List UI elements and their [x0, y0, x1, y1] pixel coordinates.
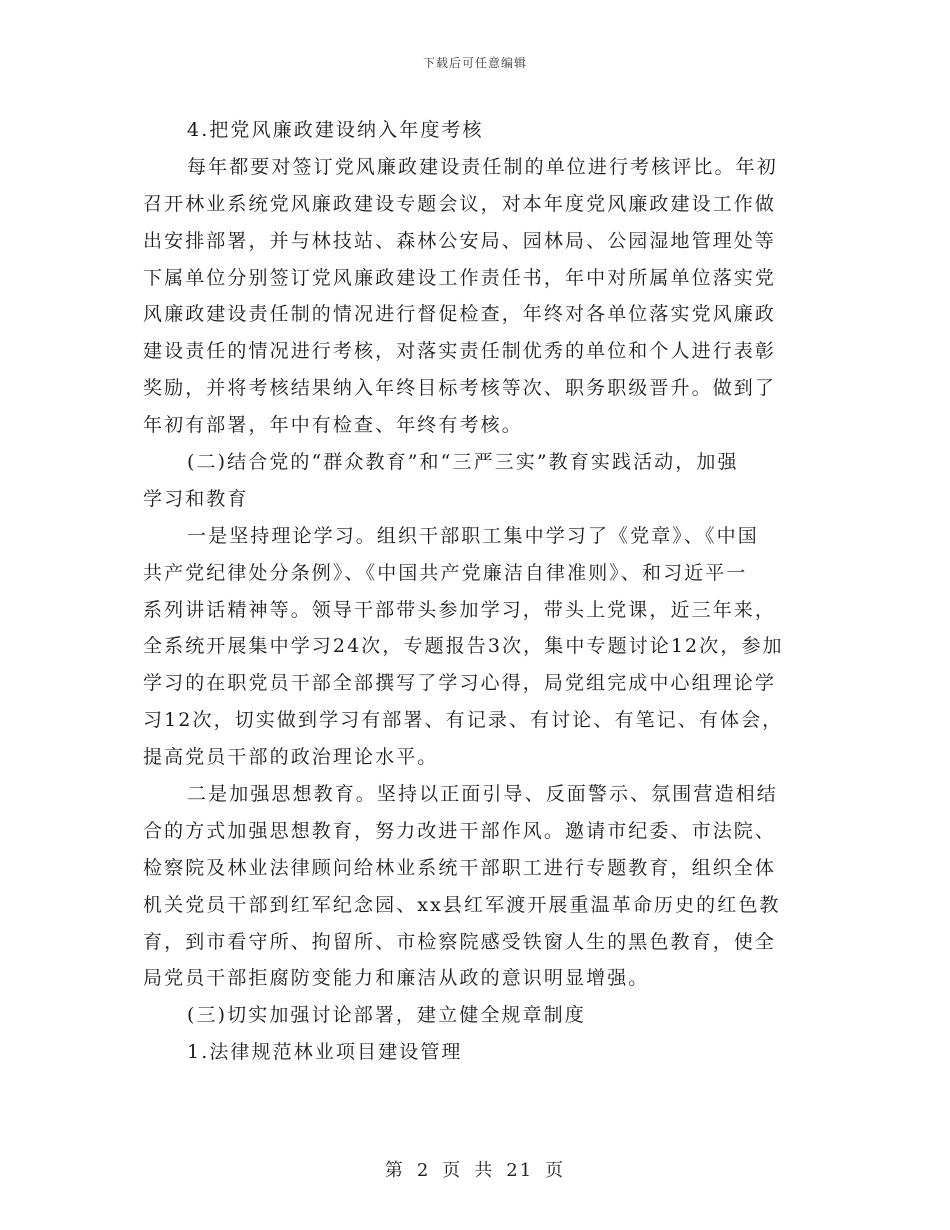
footer-total-unit: 页 [545, 1160, 566, 1181]
text-line: 奖励，并将考核结果纳入年终目标考核等次、职务职级晋升。做到了 [143, 377, 777, 400]
text-line: 风廉政建设责任制的情况进行督促检查，年终对各单位落实党风廉政 [143, 303, 777, 326]
footer-total-label: 共 [474, 1160, 495, 1181]
text-line: 学习的在职党员干部全部撰写了学习心得，局党组完成中心组理论学 [143, 672, 777, 695]
text-line: 机关党员干部到红军纪念园、xx县红军渡开展重温革命历史的红色教 [143, 893, 781, 916]
text-line: 出安排部署，并与林技站、森林公安局、园林局、公园湿地管理处等 [143, 229, 777, 252]
footer-page-unit: 页 [442, 1160, 463, 1181]
text-line: 1.法律规范林业项目建设管理 [187, 1041, 463, 1064]
text-line: 一是坚持理论学习。组织干部职工集中学习了《党章》、《中国 [187, 524, 759, 547]
text-line: 年初有部署，年中有检查、年终有考核。 [143, 414, 523, 437]
text-line: 提高党员干部的政治理论水平。 [143, 746, 439, 769]
document-body [143, 112, 813, 1071]
text-line: 召开林业系统党风廉政建设专题会议，对本年度党风廉政建设工作做 [143, 192, 777, 215]
text-line: 检察院及林业法律顾问给林业系统干部职工进行专题教育，组织全体 [143, 856, 777, 879]
text-line: 建设责任的情况进行考核，对落实责任制优秀的单位和个人进行表彰 [143, 340, 777, 363]
footer-total-pages: 21 [506, 1160, 534, 1181]
text-line: 二是加强思想教育。坚持以正面引导、反面警示、氛围营造相结 [187, 783, 778, 806]
text-line: 系列讲话精神等。领导干部带头参加学习，带头上党课，近三年来， [143, 598, 777, 621]
page-footer [0, 1156, 950, 1182]
text-line: (三)切实加强讨论部署，建立健全规章制度 [187, 1004, 586, 1027]
text-line: 育，到市看守所、拘留所、市检察院感受铁窗人生的黑色教育，使全 [143, 930, 777, 953]
text-line: 习12次，切实做到学习有部署、有记录、有讨论、有笔记、有体会， [143, 709, 784, 732]
text-line: 全系统开展集中学习24次，专题报告3次，集中专题讨论12次，参加 [143, 635, 784, 658]
text-line: 学习和教育 [143, 487, 249, 510]
text-line: (二)结合党的“群众教育”和“三严三实”教育实践活动，加强 [187, 451, 739, 474]
text-line: 局党员干部拒腐防变能力和廉洁从政的意识明显增强。 [143, 967, 650, 990]
text-line: 合的方式加强思想教育，努力改进干部作风。邀请市纪委、市法院、 [143, 819, 777, 842]
text-line: 共产党纪律处分条例》、《中国共产党廉洁自律准则》、和习近平一 [143, 561, 748, 584]
text-line: 4.把党风廉政建设纳入年度考核 [187, 119, 484, 141]
text-line: 每年都要对签订党风廉政建设责任制的单位进行考核评比。年初 [187, 155, 778, 178]
text-line: 下属单位分别签订党风廉政建设工作责任书，年中对所属单位落实党 [143, 266, 777, 289]
page-header-note: 下载后可任意编辑 [422, 56, 527, 70]
footer-page-number: 2 [416, 1160, 431, 1181]
footer-page-label: 第 [384, 1160, 405, 1181]
